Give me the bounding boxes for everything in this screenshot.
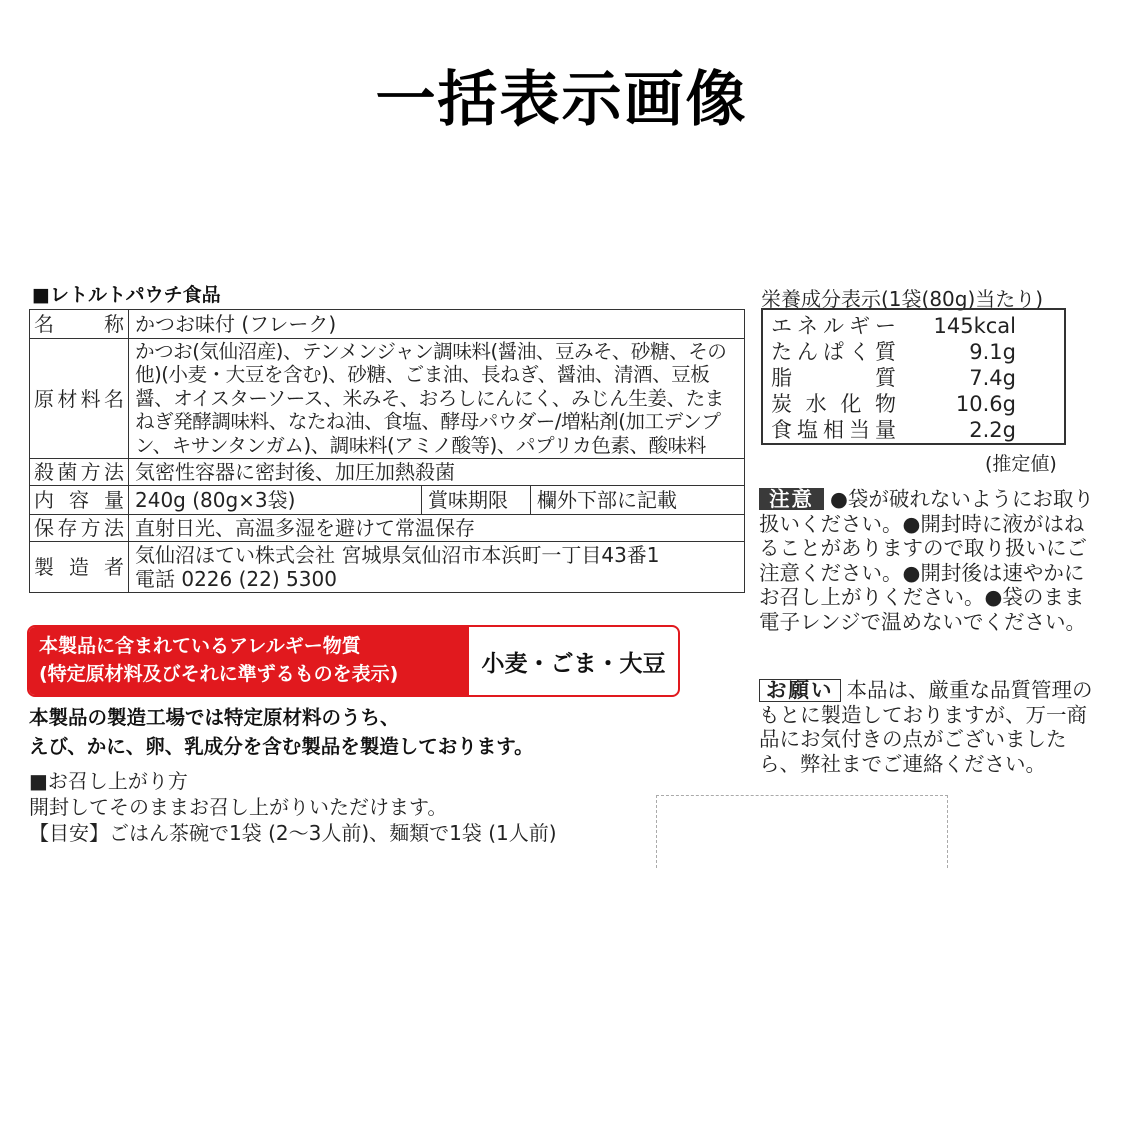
nutrition-note: (推定値) xyxy=(985,453,1057,475)
caution-section xyxy=(759,487,1099,635)
name-value: かつお味付 (フレーク) xyxy=(129,310,745,339)
nutrition-value: 10.6g xyxy=(955,392,1016,416)
maker-label: 製造者 xyxy=(30,542,129,593)
nutrition-value: 145kcal xyxy=(933,314,1016,338)
allergy-items: 小麦・ごま・大豆 xyxy=(481,650,666,677)
howto-line1: 開封してそのままお召し上がりいただけます。 xyxy=(29,795,448,819)
request-text: 本品は、厳重な品質管理のもとに製造しておりますが、万一商品にお気付きの点がございましたら、弊社までご連絡ください。 xyxy=(759,678,1093,776)
volume-label: 内容量 xyxy=(30,486,129,515)
maker-address: 気仙沼ほてい株式会社 宮城県気仙沼市本浜町一丁目43番1 xyxy=(135,543,660,568)
request-section xyxy=(759,678,1099,776)
expiry-print-area xyxy=(656,795,948,868)
food-label-table xyxy=(29,309,745,593)
nutrition-title: 栄養成分表示(1袋(80g)当たり) xyxy=(761,287,1044,311)
storage-value: 直射日光、高温多湿を避けて常温保存 xyxy=(129,515,745,542)
label-row-storage xyxy=(30,515,745,542)
allergy-heading-line2: (特定原材料及びそれに準ずるものを表示) xyxy=(39,663,399,685)
ingredients-value: かつお(気仙沼産)、テンメンジャン調味料(醤油、豆みそ、砂糖、その他)(小麦・大豆を含む)、砂糖、ごま油、長ねぎ、醤油、清酒、豆板醤、オイスターソース、米みそ、おろしにんにく、みじん生姜、たまねぎ発酵調味料、なたね油、食塩、酵母パウダー/増粘剤(加工デンプン、キサンタンガム)、調味料(アミノ酸等)、パプリカ色素、酸味料 xyxy=(129,339,745,459)
nutrition-value: 2.2g xyxy=(969,418,1016,442)
sterilization-value: 気密性容器に密封後、加圧加熱殺菌 xyxy=(129,459,745,486)
caution-text: ●袋が破れないようにお取り扱いください。●開封時に液がはねることがありますので取り扱いにご注意ください。●開封後は速やかにお召し上がりください。●袋のまま電子レンジで温めないでください。 xyxy=(759,487,1094,634)
volume-expiry-row xyxy=(129,486,744,514)
maker-phone: 電話 0226 (22) 5300 xyxy=(135,567,337,592)
label-row-name xyxy=(30,310,745,339)
caution-badge: 注意 xyxy=(759,488,824,510)
storage-label: 保存方法 xyxy=(30,515,129,542)
allergy-heading-line1: 本製品に含まれているアレルギー物質 xyxy=(39,635,361,657)
name-label: 名称 xyxy=(30,310,129,339)
allergy-heading xyxy=(29,627,469,695)
factory-note-line1: 本製品の製造工場では特定原材料のうち、 xyxy=(29,706,400,729)
nutrition-label: 脂 質 xyxy=(771,366,896,390)
page-title: 一括表示画像 xyxy=(375,65,748,135)
factory-note-line2: えび、かに、卵、乳成分を含む製品を製造しております。 xyxy=(29,735,534,758)
nutrition-row xyxy=(771,339,1056,365)
nutrition-row xyxy=(771,313,1056,339)
nutrition-row xyxy=(771,417,1056,443)
sterilization-label: 殺菌方法 xyxy=(30,459,129,486)
expiry-value: 欄外下部に記載 xyxy=(537,488,677,513)
howto-section xyxy=(29,768,557,846)
expiry-label: 賞味期限 xyxy=(422,486,531,514)
nutrition-row xyxy=(771,391,1056,417)
label-row-volume xyxy=(30,486,745,515)
volume-cell xyxy=(129,486,745,515)
howto-line2: 【目安】ごはん茶碗で1袋 (2〜3人前)、麺類で1袋 (1人前) xyxy=(29,821,557,845)
label-row-ingredients xyxy=(30,339,745,459)
food-category: ■レトルトパウチ食品 xyxy=(32,284,221,306)
nutrition-row xyxy=(771,365,1056,391)
nutrition-label: たんぱく質 xyxy=(771,340,896,364)
allergy-box xyxy=(27,625,680,697)
howto-heading: ■お召し上がり方 xyxy=(29,769,188,793)
volume-value: 240g (80g×3袋) xyxy=(129,486,422,514)
label-row-maker xyxy=(30,542,745,593)
label-row-sterilization xyxy=(30,459,745,486)
nutrition-value: 9.1g xyxy=(969,340,1016,364)
maker-value xyxy=(129,542,745,593)
request-badge: お願い xyxy=(759,679,841,702)
ingredients-label: 原材料名 xyxy=(30,339,129,459)
nutrition-table xyxy=(761,308,1066,445)
nutrition-label: エネルギー xyxy=(771,314,896,338)
nutrition-label: 食塩相当量 xyxy=(771,418,896,442)
nutrition-value: 7.4g xyxy=(969,366,1016,390)
factory-note xyxy=(29,703,534,761)
nutrition-label: 炭水化物 xyxy=(771,392,896,416)
